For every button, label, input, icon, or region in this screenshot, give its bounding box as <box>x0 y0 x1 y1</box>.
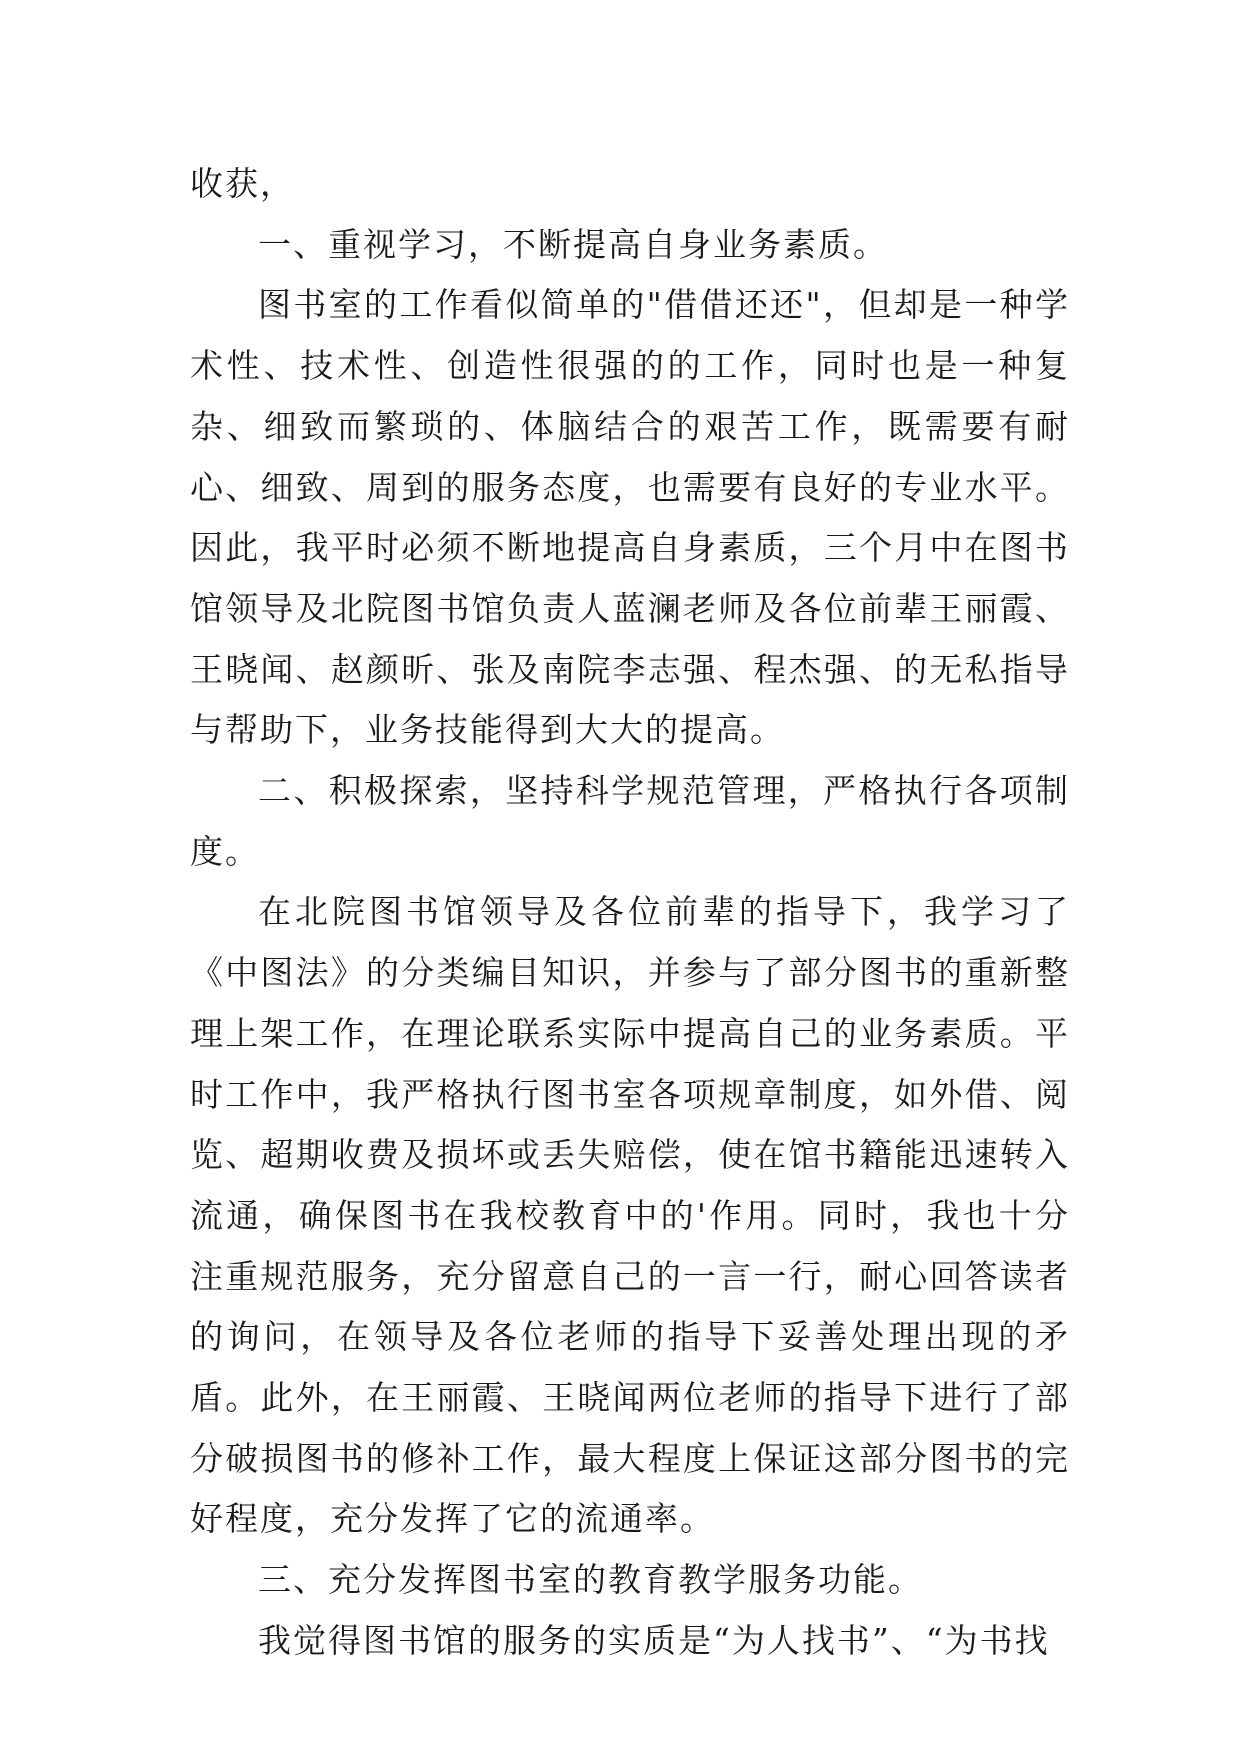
paragraph-section-1-body: 图书室的工作看似简单的"借借还还"，但却是一种学术性、技术性、创造性很强的的工作，同时也是一种复杂、细致而繁琐的、体脑结合的艰苦工作，既需要有耐心、细致、周到的服务态度，也需要有良好的专业水平。因此，我平时必须不断地提高自身素质，三个月中在图书馆领导及北院图书馆负责人蓝澜老师及各位前辈王丽霞、王晓闻、赵颜昕、张及南院李志强、程杰强、的无私指导与帮助下，业务技能得到大大的提高。 <box>190 285 1070 750</box>
document-body <box>190 154 1070 1672</box>
heading-section-1: 一、重视学习，不断提高自身业务素质。 <box>258 224 888 264</box>
paragraph-harvest: 收获， <box>190 164 295 203</box>
heading-section-3: 三、充分发挥图书室的教育教学服务功能。 <box>258 1560 923 1600</box>
heading-section-2: 二、积极探索，坚持科学规范管理，严格执行各项制度。 <box>190 771 1070 871</box>
paragraph-section-3-body: 我觉得图书馆的服务的实质是“为人找书”、“为书找 <box>258 1620 1050 1660</box>
paragraph-section-2-body: 在北院图书馆领导及各位前辈的指导下，我学习了《中图法》的分类编目知识，并参与了部分图书的重新整理上架工作，在理论联系实际中提高自己的业务素质。平时工作中，我严格执行图书室各项规章制度，如外借、阅览、超期收费及损坏或丢失赔偿，使在馆书籍能迅速转入流通，确保图书在我校教育中的'作用。同时，我也十分注重规范服务，充分留意自己的一言一行，耐心回答读者的询问，在领导及各位老师的指导下妥善处理出现的矛盾。此外，在王丽霞、王晓闻两位老师的指导下进行了部分破损图书的修补工作，最大程度上保证这部分图书的完好程度，充分发挥了它的流通率。 <box>190 892 1070 1539</box>
